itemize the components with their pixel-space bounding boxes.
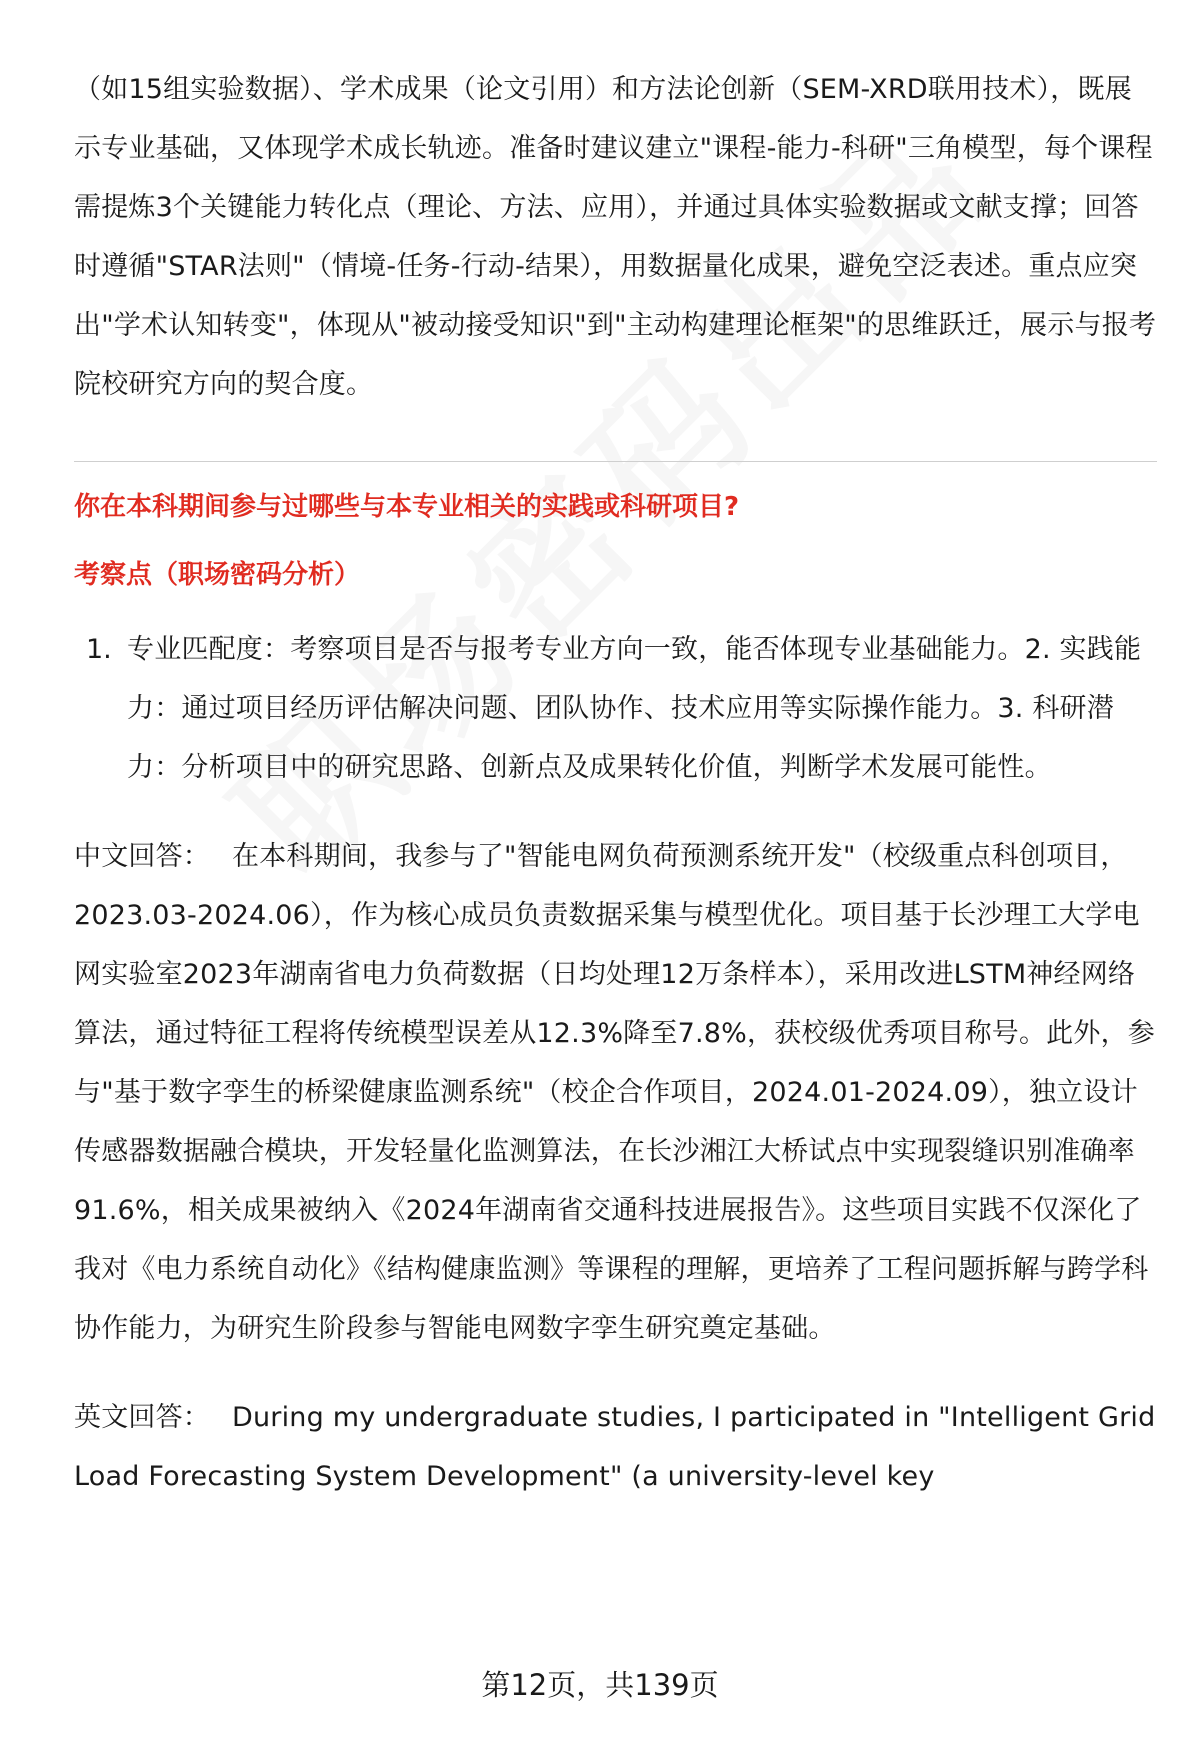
list-item-number: 1.	[86, 634, 112, 665]
chinese-answer-label: 中文回答：	[74, 841, 210, 872]
english-answer-text: During my undergraduate studies, I participated in "Intelligent Grid Load Forecasting System Development" (a university-level key	[74, 1402, 1156, 1492]
section-divider	[74, 461, 1157, 462]
assessment-subheading: 考察点（职场密码分析）	[74, 560, 361, 590]
english-answer-label: 英文回答：	[74, 1402, 210, 1433]
intro-paragraph: （如15组实验数据）、学术成果（论文引用）和方法论创新（SEM-XRD联用技术），既展示专业基础，又体现学术成长轨迹。准备时建议建立"课程-能力-科研"三角模型，每个课程需提炼3个关键能力转化点（理论、方法、应用），并通过具体实验数据或文献支撑；回答时遵循"STAR法则"（情境-任务-行动-结果），用数据量化成果，避免空泛表述。重点应突出"学术认知转变"，体现从"被动接受知识"到"主动构建理论框架"的思维跃迁，展示与报考院校研究方向的契合度。	[74, 74, 1157, 400]
assessment-list	[74, 620, 1157, 797]
question-heading: 你在本科期间参与过哪些与本专业相关的实践或科研项目?	[74, 492, 740, 522]
document-page	[74, 60, 1157, 1506]
list-item: 专业匹配度：考察项目是否与报考专业方向一致，能否体现专业基础能力。2. 实践能力：通过项目经历评估解决问题、团队协作、技术应用等实际操作能力。3. 科研潜力：分析项目中的研究思路、创新点及成果转化价值，判断学术发展可能性。	[127, 634, 1142, 783]
chinese-answer-text: 在本科期间，我参与了"智能电网负荷预测系统开发"（校级重点科创项目，2023.03-2024.06），作为核心成员负责数据采集与模型优化。项目基于长沙理工大学电网实验室2023年湖南省电力负荷数据（日均处理12万条样本），采用改进LSTM神经网络算法，通过特征工程将传统模型误差从12.3%降至7.8%，获校级优秀项目称号。此外，参与"基于数字孪生的桥梁健康监测系统"（校企合作项目，2024.01-2024.09），独立设计传感器数据融合模块，开发轻量化监测算法，在长沙湘江大桥试点中实现裂缝识别准确率91.6%，相关成果被纳入《2024年湖南省交通科技进展报告》。这些项目实践不仅深化了我对《电力系统自动化》《结构健康监测》等课程的理解，更培养了工程问题拆解与跨学科协作能力，为研究生阶段参与智能电网数字孪生研究奠定基础。	[74, 841, 1155, 1344]
chinese-answer	[74, 827, 1157, 1358]
english-answer	[74, 1388, 1157, 1506]
page-number-footer: 第12页，共139页	[481, 1668, 719, 1702]
